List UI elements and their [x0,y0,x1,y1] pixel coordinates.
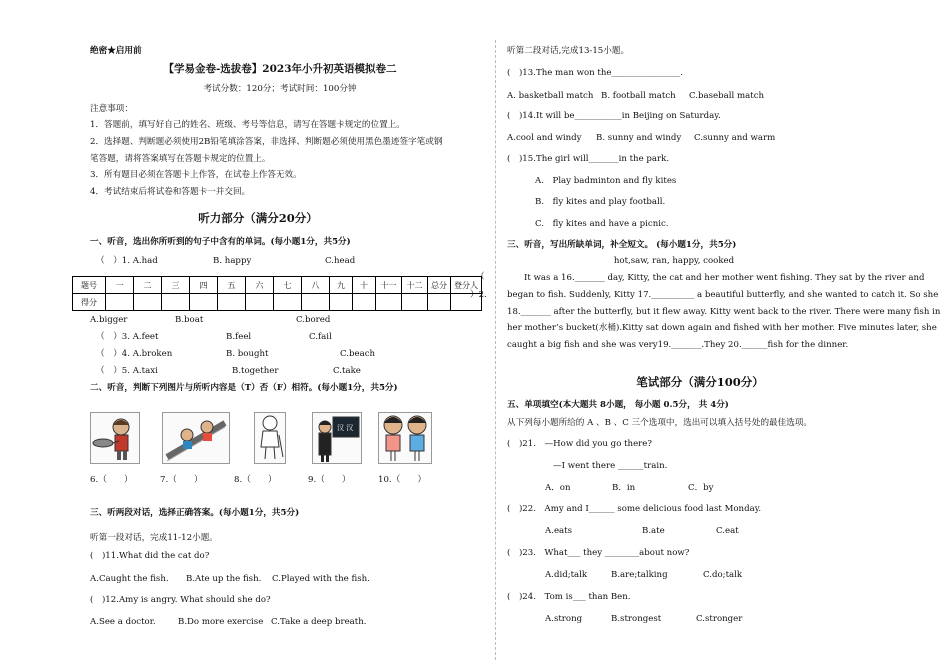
notes-heading: 注意事项： [90,104,133,114]
score-cell[interactable] [190,294,218,311]
picture-8 [254,412,286,464]
q13-option-a: A. basketball match [507,91,594,101]
boy-standing-icon [255,413,285,463]
score-header-cell: 九 [330,277,353,294]
score-header-cell: 十二 [402,277,428,294]
score-header-cell: 题号 [73,277,106,294]
q22-option-b: B.ate [642,526,665,536]
score-header-cell: 总分 [428,277,451,294]
score-cell[interactable] [428,294,451,311]
confidential-mark: 绝密★启用前 [90,46,142,56]
q1-option-c: C.head [325,256,356,266]
section-5-instruction: 从下列每小题所给的 A 、B 、C 三个选项中，选出可以填入括号处的最佳选项。 [507,418,813,428]
label-8: 8.（ ） [234,475,277,485]
q21-answer-line: —I went there ______train. [553,461,668,471]
note-2b: 笔答题，请将答案填写在答题卡规定的位置上。 [90,154,271,164]
passage-line-5: caught a big fish and she was very19._______.They 20.______fish for the dinner. [507,340,849,350]
q5-option-c: C.take [333,366,361,376]
q12-option-c: C.Take a deep breath. [271,617,367,627]
q11-option-a: A.Caught the fish. [90,574,169,584]
q24-option-a: A.strong [545,614,583,624]
score-header-cell: 二 [134,277,162,294]
score-cell[interactable] [402,294,428,311]
q1-option-b: B. happy [213,256,252,266]
q21-option-b: B．in [612,483,636,493]
passage-line-1: It was a 16._______ day, Kitty, the cat and her mother went fishing. They sat by the river and [524,273,925,283]
q24: ( )24. Tom is___ than Ben. [507,592,631,602]
q24-option-c: C.stronger [696,614,743,624]
q12-option-a: A.See a doctor. [90,617,156,627]
kids-sliding-icon [163,413,229,463]
label-6: 6.（ ） [90,475,133,485]
score-header-cell: 八 [302,277,330,294]
score-cell[interactable] [330,294,353,311]
q14-option-b: B. sunny and windy [596,133,682,143]
q3-option-c: C.fail [309,332,332,342]
two-kids-icon [379,413,431,463]
picture-7 [162,412,230,464]
q3-option-b: B.feel [226,332,252,342]
score-header-cell: 十 [353,277,376,294]
section-5-heading: 五、单项填空(本大题共 8小题， 每小题 0.5分， 共 4分) [507,400,729,410]
score-header-cell: 六 [246,277,274,294]
score-table-header-row [73,277,482,294]
svg-text:汉 汉: 汉 汉 [337,424,354,432]
q23-option-a: A.did;talk [545,570,588,580]
q21-option-c: C．by [688,483,714,493]
note-2a: 2．选择题、判断题必须使用2B铅笔填涂答案，非选择、判断题必须使用黑色墨迹签字笔或钢 [90,137,443,147]
score-header-cell: 七 [274,277,302,294]
note-3: 3．所有题目必须在答题卡上作答，在试卷上作答无效。 [90,170,302,180]
q12: ( )12.Amy is angry. What should she do? [90,595,271,605]
q22-option-a: A.eats [545,526,573,536]
word-bank: hot,saw, ran, happy, cooked [613,256,735,266]
score-table-score-row [73,294,482,311]
q11-option-c: C.Played with the fish. [272,574,370,584]
picture-6 [90,412,140,464]
score-cell[interactable] [246,294,274,311]
score-header-cell: 一 [106,277,134,294]
q12-option-b: B.Do more exercise [178,617,264,627]
q23-option-c: C.do;talk [703,570,743,580]
q14-option-a: A.cool and windy [507,133,582,143]
q15-option-b: B. fly kites and play football. [535,197,666,207]
q14: ( )14.It will be___________in Beijing on Saturday. [507,111,721,121]
section-3-heading: 三、听两段对话，选择正确答案。(每小题1分，共5分) [90,508,300,518]
score-header-cell: 五 [218,277,246,294]
score-cell[interactable] [302,294,330,311]
exam-title: 【学易金卷-选拔卷】2023年小升初英语模拟卷二 [163,63,397,75]
q21-option-a: A．on [545,483,571,493]
listening-title: 听力部分（满分20分） [198,211,318,225]
q13-option-b: B. football match [601,91,676,101]
score-cell[interactable] [353,294,376,311]
note-4: 4．考试结束后将试卷和答题卡一并交回。 [90,187,251,197]
q23-option-b: B.are;talking [611,570,668,580]
q5-number: （ ）5. A.taxi [96,366,158,376]
q24-option-b: B.strongest [611,614,662,624]
q15: ( )15.The girl will_______in the park. [507,154,670,164]
q4-option-c: C.beach [340,349,376,359]
q22-option-c: C.eat [716,526,739,536]
score-header-cell: 十一 [376,277,402,294]
q11-option-b: B.Ate up the fish. [186,574,262,584]
q2-option-a: A.bigger [90,315,128,325]
q13-option-c: C.baseball match [689,91,765,101]
label-10: 10.（ ） [378,475,427,485]
section-1-heading: 一、听音，选出你所听到的句子中含有的单词。(每小题1分，共5分) [90,237,351,247]
q15-option-c: C. fly kites and have a picnic. [535,219,669,229]
writing-title: 笔试部分（满分100分） [636,375,764,389]
column-divider [495,40,496,660]
q5-option-b: B.together [232,366,279,376]
teacher-blackboard-icon [313,413,361,463]
dialogue-2-intro: 听第二段对话,完成13-15小题。 [507,46,630,56]
q2-number: ）2. [470,290,487,300]
score-cell[interactable] [376,294,402,311]
girl-cooking-icon [91,413,139,463]
note-1: 1．答题前，填写好自己的姓名、班级、考号等信息，请写在答题卡规定的位置上。 [90,120,405,130]
score-cell[interactable] [274,294,302,311]
score-row-label: 得分 [73,294,106,311]
score-header-cell: 登分人 [451,277,482,294]
score-cell[interactable] [218,294,246,311]
q22: ( )22. Amy and I______ some delicious food last Monday. [507,504,762,514]
q15-option-a: A. Play badminton and fly kites [535,176,677,186]
section-4-heading: 三、听音，写出所缺单词，补全短文。 (每小题1分，共5分) [507,240,737,250]
q4-number: （ ）4. A.broken [96,349,173,359]
score-cell[interactable] [134,294,162,311]
label-7: 7.（ ） [160,475,203,485]
score-cell[interactable] [106,294,134,311]
score-table [72,276,482,311]
q23: ( )23. What___ they ________about now? [507,548,690,558]
q2-paren-open: （ [476,272,485,282]
q1-number: （ ）1. A.had [96,256,158,266]
score-cell[interactable] [162,294,190,311]
q13: ( )13.The man won the________________. [507,68,683,78]
score-header-cell: 四 [190,277,218,294]
picture-9 [312,412,362,464]
picture-10 [378,412,432,464]
q14-option-c: C.sunny and warm [694,133,776,143]
exam-info: 考试分数：120分；考试时间：100分钟 [203,84,357,94]
q11: ( )11.What did the cat do? [90,551,210,561]
label-9: 9.（ ） [308,475,351,485]
passage-line-3: 18._______ after the butterfly, but it flew away. Kitty went back to the river. There were many fish in [507,307,941,317]
passage-line-2: began to fish. Suddenly, Kitty 17.__________ a beautiful butterfly, and she wanted to catch it. So she [507,290,939,300]
q3-number: （ ）3. A.feet [96,332,159,342]
passage-line-4: her mother’s bucket(水桶).Kitty sat down again and fished with her mother. Five minutes later, she [507,323,937,333]
dialogue-1-intro: 听第一段对话，完成11-12小题。 [90,533,218,543]
q4-option-b: B. bought [226,349,269,359]
section-2-heading: 二、听音，判断下列图片与所听内容是（T）否（F）相符。(每小题1分，共5分) [90,383,398,393]
score-header-cell: 三 [162,277,190,294]
q2-option-b: B.boat [175,315,204,325]
q21: ( )21. —How did you go there? [507,439,652,449]
q2-option-c: C.bored [296,315,331,325]
